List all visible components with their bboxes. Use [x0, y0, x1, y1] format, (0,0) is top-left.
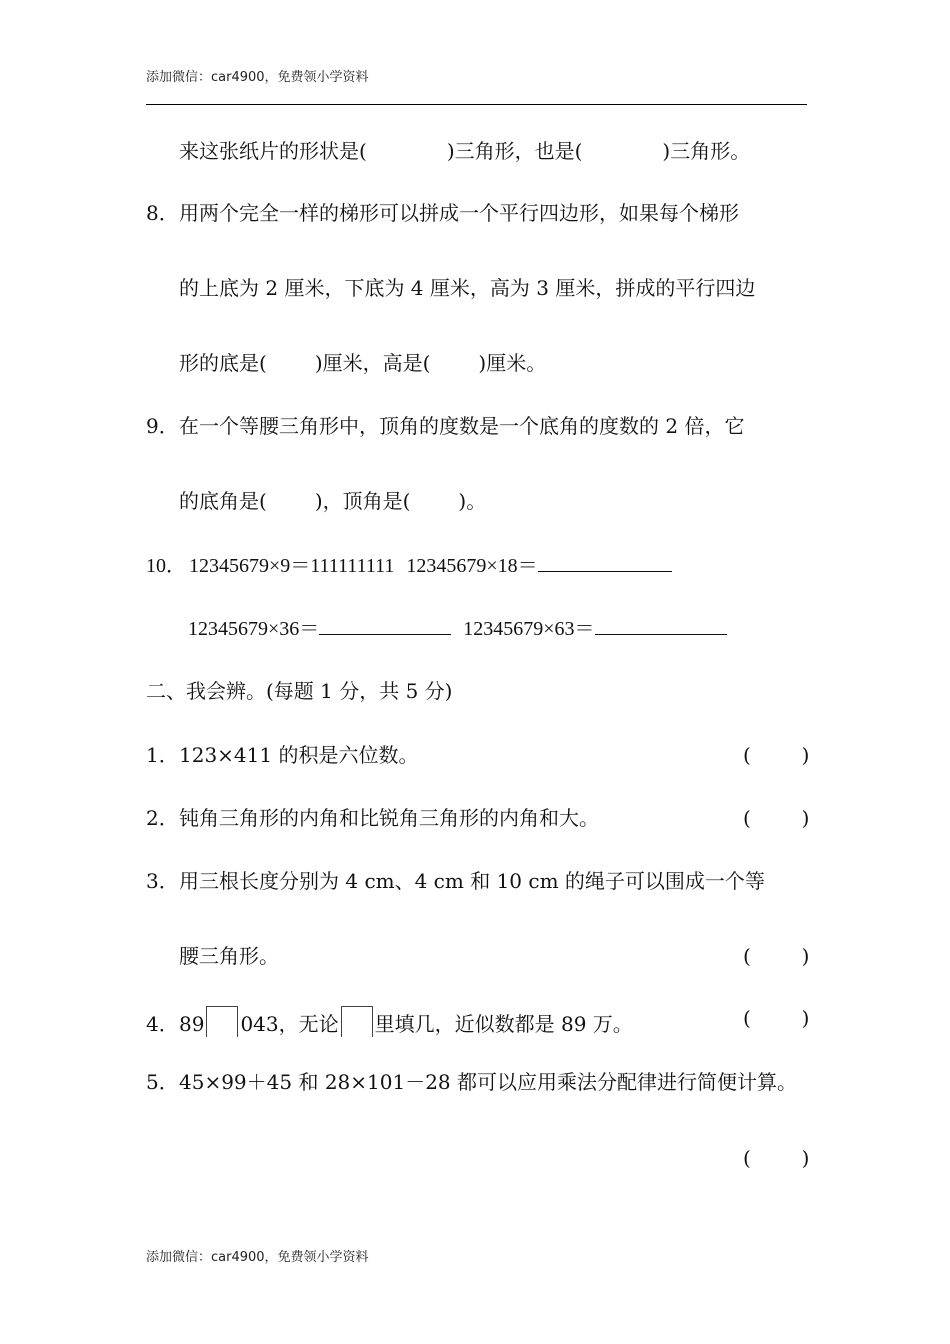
page-header: 添加微信：car4900，免费领小学资料	[146, 70, 369, 85]
q10-line-2	[188, 616, 727, 641]
q7-text-a: 来这张纸片的形状是(	[179, 139, 367, 163]
judge-1-answer[interactable]: ( )	[743, 743, 810, 767]
judge-4-text-a: 89	[179, 1012, 205, 1036]
judge-2-line	[146, 806, 599, 830]
q9-line-1	[146, 414, 744, 438]
q8-text-3a: 形的底是(	[179, 351, 267, 375]
judge-4-answer[interactable]: ( )	[743, 1006, 810, 1030]
q10-eq2: 12345679×18＝	[406, 555, 538, 577]
q10-blank-3[interactable]	[595, 616, 727, 635]
judge-4-text-b: 043，无论	[240, 1012, 339, 1036]
q9-line-2	[179, 489, 486, 513]
digit-box-1	[206, 1006, 238, 1037]
judge-1-number: 1．	[146, 743, 179, 767]
q8-line-1	[146, 201, 739, 225]
judge-1-line	[146, 743, 418, 767]
q8-text-3b: )厘米，高是(	[314, 351, 431, 375]
q7-text-b: )三角形，也是(	[446, 139, 583, 163]
q9-text-2c: )。	[458, 489, 487, 513]
judge-4-number: 4．	[146, 1012, 179, 1036]
q9-text-2a: 的底角是(	[179, 489, 267, 513]
judge-4-line	[146, 1006, 633, 1037]
judge-5-number: 5．	[146, 1070, 179, 1094]
q10-number: 10．	[146, 555, 186, 577]
q10-eq3: 12345679×36＝	[188, 618, 320, 640]
q8-text-3c: )厘米。	[478, 351, 547, 375]
q10-blank-1[interactable]	[538, 553, 672, 572]
q10-eq4: 12345679×63＝	[463, 618, 595, 640]
q10-blank-2[interactable]	[319, 616, 451, 635]
judge-2-answer[interactable]: ( )	[743, 806, 810, 830]
judge-5-answer[interactable]: ( )	[743, 1146, 810, 1170]
section-2-title: 二、我会辨。(每题 1 分，共 5 分)	[146, 679, 453, 703]
q8-line-2: 的上底为 2 厘米，下底为 4 厘米，高为 3 厘米，拼成的平行四边	[179, 276, 756, 300]
judge-5-text: 45×99＋45 和 28×101－28 都可以应用乘法分配律进行简便计算。	[179, 1070, 798, 1094]
q9-number: 9．	[146, 414, 179, 438]
judge-3-number: 3．	[146, 869, 179, 893]
q8-line-3	[179, 351, 546, 375]
q8-text-1: 用两个完全一样的梯形可以拼成一个平行四边形，如果每个梯形	[179, 201, 739, 225]
q10-line-1	[146, 553, 672, 578]
judge-4-text-c: 里填几，近似数都是 89 万。	[374, 1012, 633, 1036]
q8-number: 8．	[146, 201, 179, 225]
judge-3-line-2: 腰三角形。	[179, 944, 279, 968]
q9-text-1: 在一个等腰三角形中，顶角的度数是一个底角的度数的 2 倍，它	[179, 414, 745, 438]
page-footer: 添加微信：car4900，免费领小学资料	[146, 1250, 369, 1265]
q9-text-2b: )，顶角是(	[314, 489, 411, 513]
header-rule	[146, 104, 807, 105]
judge-3-answer[interactable]: ( )	[743, 944, 810, 968]
digit-box-2	[341, 1006, 373, 1037]
judge-1-text: 123×411 的积是六位数。	[179, 743, 419, 767]
judge-3-line-1	[146, 869, 765, 893]
judge-2-text: 钝角三角形的内角和比锐角三角形的内角和大。	[179, 806, 599, 830]
q10-eq1: 12345679×9＝111111111	[189, 555, 395, 577]
judge-5-line	[146, 1070, 797, 1094]
q7-tail-line	[179, 139, 750, 163]
judge-2-number: 2．	[146, 806, 179, 830]
q7-text-c: )三角形。	[662, 139, 751, 163]
judge-3-text-1: 用三根长度分别为 4 cm、4 cm 和 10 cm 的绳子可以围成一个等	[179, 869, 765, 893]
